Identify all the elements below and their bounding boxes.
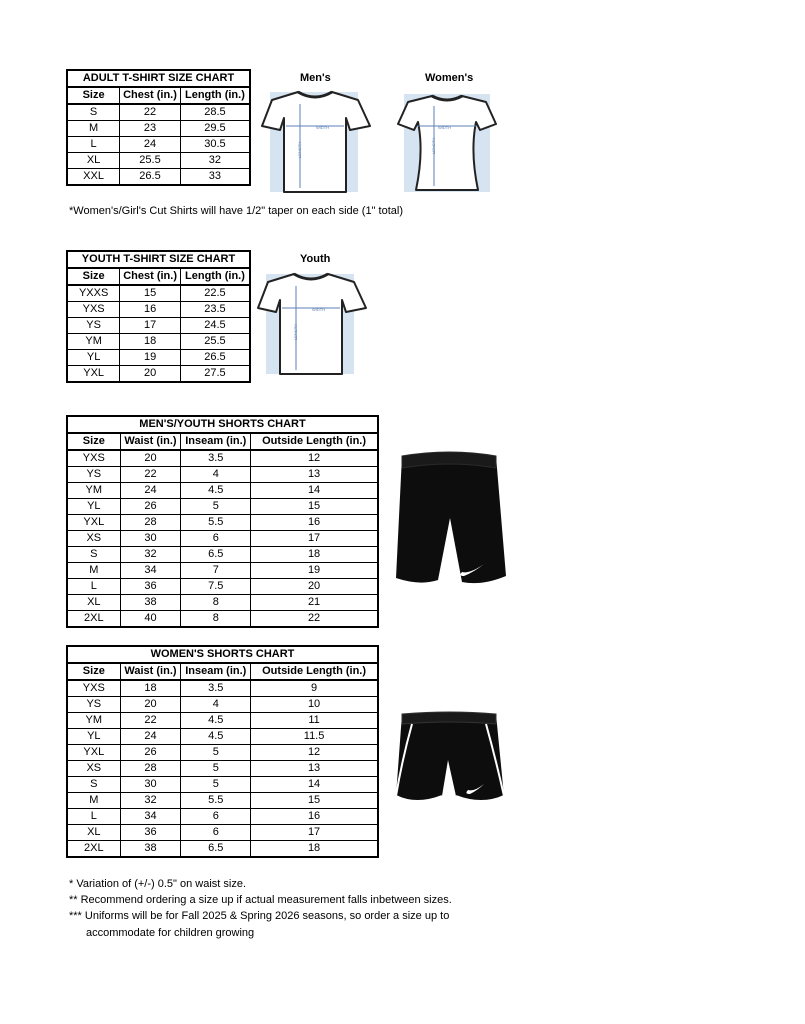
cell-size: YL xyxy=(67,729,120,745)
cell-outside-length: 13 xyxy=(251,761,378,777)
length-label: LENGTH xyxy=(431,137,436,154)
cell-chest: 23 xyxy=(120,121,181,137)
cell-inseam: 6 xyxy=(181,531,251,547)
cell-chest: 19 xyxy=(120,350,181,366)
cell-chest: 26.5 xyxy=(120,169,181,186)
cell-waist: 34 xyxy=(120,563,181,579)
cell-inseam: 5 xyxy=(181,777,251,793)
cell-waist: 26 xyxy=(120,745,181,761)
cell-size: XL xyxy=(67,153,120,169)
table-row xyxy=(67,825,378,841)
cell-outside-length: 10 xyxy=(251,697,378,713)
table-row xyxy=(67,499,378,515)
cell-length: 33 xyxy=(180,169,250,186)
cell-size: YXL xyxy=(67,745,120,761)
womens-tshirt-diagram xyxy=(396,92,498,194)
youth-tshirt-size-table xyxy=(66,250,251,383)
cell-size: S xyxy=(67,104,120,121)
womens-shorts-table-title: WOMEN'S SHORTS CHART xyxy=(67,646,378,663)
adult-tshirt-size-table xyxy=(66,69,251,186)
cell-length: 30.5 xyxy=(180,137,250,153)
cell-length: 29.5 xyxy=(180,121,250,137)
cell-chest: 24 xyxy=(120,137,181,153)
cell-waist: 22 xyxy=(120,713,181,729)
column-header-size: Size xyxy=(67,433,120,450)
column-header-length: Length (in.) xyxy=(180,87,250,104)
cell-inseam: 4 xyxy=(181,697,251,713)
cell-outside-length: 20 xyxy=(251,579,378,595)
column-header-size: Size xyxy=(67,663,120,680)
table-row xyxy=(67,547,378,563)
length-label: LENGTH xyxy=(293,323,298,340)
column-header-length: Length (in.) xyxy=(180,268,250,285)
table-row xyxy=(67,563,378,579)
taper-note: *Women's/Girl's Cut Shirts will have 1/2" taper on each side (1" total) xyxy=(69,205,404,217)
cell-size: XS xyxy=(67,761,120,777)
table-row xyxy=(67,595,378,611)
cell-waist: 20 xyxy=(120,697,181,713)
cell-chest: 20 xyxy=(120,366,181,383)
footnote-waist-variation: * Variation of (+/-) 0.5" on waist size. xyxy=(69,878,247,890)
table-row xyxy=(67,680,378,697)
cell-size: XL xyxy=(67,825,120,841)
column-header-chest: Chest (in.) xyxy=(120,268,181,285)
table-row xyxy=(67,579,378,595)
cell-waist: 34 xyxy=(120,809,181,825)
cell-outside-length: 16 xyxy=(251,515,378,531)
cell-outside-length: 14 xyxy=(251,777,378,793)
cell-outside-length: 18 xyxy=(251,547,378,563)
mens-shorts-table-title: MEN'S/YOUTH SHORTS CHART xyxy=(67,416,378,433)
table-row xyxy=(67,793,378,809)
cell-inseam: 6.5 xyxy=(181,841,251,858)
cell-waist: 30 xyxy=(120,531,181,547)
table-row xyxy=(67,350,250,366)
cell-waist: 30 xyxy=(120,777,181,793)
cell-size: YS xyxy=(67,467,120,483)
cell-chest: 22 xyxy=(120,104,181,121)
table-row xyxy=(67,285,250,302)
cell-chest: 16 xyxy=(120,302,181,318)
cell-size: YS xyxy=(67,697,120,713)
cell-inseam: 5.5 xyxy=(181,793,251,809)
cell-outside-length: 17 xyxy=(251,531,378,547)
cell-length: 24.5 xyxy=(180,318,250,334)
width-label: WIDTH xyxy=(438,125,452,130)
cell-waist: 22 xyxy=(120,467,181,483)
cell-waist: 24 xyxy=(120,729,181,745)
table-row xyxy=(67,841,378,858)
cell-outside-length: 11 xyxy=(251,713,378,729)
cell-size: YXL xyxy=(67,366,120,383)
table-row xyxy=(67,467,378,483)
cell-waist: 26 xyxy=(120,499,181,515)
cell-inseam: 6 xyxy=(181,825,251,841)
cell-inseam: 3.5 xyxy=(181,680,251,697)
cell-size: L xyxy=(67,579,120,595)
table-row xyxy=(67,104,250,121)
table-row xyxy=(67,777,378,793)
footnote-uniform-seasons: *** Uniforms will be for Fall 2025 & Spring 2026 seasons, so order a size up to xyxy=(69,910,450,922)
cell-waist: 38 xyxy=(120,841,181,858)
adult-tshirt-table-title: ADULT T-SHIRT SIZE CHART xyxy=(67,70,250,87)
cell-size: XS xyxy=(67,531,120,547)
table-row xyxy=(67,745,378,761)
cell-inseam: 5 xyxy=(181,761,251,777)
cell-inseam: 6 xyxy=(181,809,251,825)
cell-outside-length: 9 xyxy=(251,680,378,697)
mens-youth-shorts-table xyxy=(66,415,379,628)
cell-size: YXS xyxy=(67,680,120,697)
cell-size: YXXS xyxy=(67,285,120,302)
table-row xyxy=(67,531,378,547)
cell-outside-length: 15 xyxy=(251,793,378,809)
cell-size: XL xyxy=(67,595,120,611)
column-header-waist: Waist (in.) xyxy=(120,433,181,450)
cell-length: 22.5 xyxy=(180,285,250,302)
cell-outside-length: 12 xyxy=(251,450,378,467)
cell-outside-length: 14 xyxy=(251,483,378,499)
column-header-size: Size xyxy=(67,87,120,104)
cell-waist: 28 xyxy=(120,761,181,777)
cell-size: YXL xyxy=(67,515,120,531)
column-header-inseam: Inseam (in.) xyxy=(181,663,251,680)
width-label: WIDTH xyxy=(312,307,326,312)
cell-inseam: 5 xyxy=(181,745,251,761)
cell-outside-length: 22 xyxy=(251,611,378,628)
column-header-outside-length: Outside Length (in.) xyxy=(251,663,378,680)
cell-size: YXS xyxy=(67,450,120,467)
width-label: WIDTH xyxy=(316,125,330,130)
table-row xyxy=(67,611,378,628)
mens-shorts-image xyxy=(392,448,510,590)
cell-size: M xyxy=(67,563,120,579)
cell-waist: 36 xyxy=(120,579,181,595)
cell-chest: 18 xyxy=(120,334,181,350)
cell-length: 32 xyxy=(180,153,250,169)
column-header-waist: Waist (in.) xyxy=(120,663,181,680)
cell-waist: 32 xyxy=(120,547,181,563)
table-row xyxy=(67,809,378,825)
cell-size: YM xyxy=(67,334,120,350)
cell-length: 28.5 xyxy=(180,104,250,121)
table-row xyxy=(67,729,378,745)
column-header-inseam: Inseam (in.) xyxy=(181,433,251,450)
table-row xyxy=(67,121,250,137)
cell-inseam: 6.5 xyxy=(181,547,251,563)
womens-shorts-image xyxy=(392,710,508,810)
cell-length: 25.5 xyxy=(180,334,250,350)
table-row xyxy=(67,761,378,777)
cell-outside-length: 19 xyxy=(251,563,378,579)
cell-outside-length: 11.5 xyxy=(251,729,378,745)
table-row xyxy=(67,318,250,334)
table-row xyxy=(67,169,250,186)
cell-length: 23.5 xyxy=(180,302,250,318)
footnote-uniform-seasons-continued: accommodate for children growing xyxy=(86,927,255,939)
youth-tshirt-table-title: YOUTH T-SHIRT SIZE CHART xyxy=(67,251,250,268)
cell-outside-length: 21 xyxy=(251,595,378,611)
youth-label: Youth xyxy=(300,253,331,265)
cell-outside-length: 15 xyxy=(251,499,378,515)
cell-outside-length: 12 xyxy=(251,745,378,761)
table-row xyxy=(67,334,250,350)
table-row xyxy=(67,515,378,531)
cell-inseam: 5 xyxy=(181,499,251,515)
cell-inseam: 8 xyxy=(181,595,251,611)
cell-waist: 28 xyxy=(120,515,181,531)
table-row xyxy=(67,153,250,169)
cell-chest: 17 xyxy=(120,318,181,334)
cell-size: M xyxy=(67,121,120,137)
cell-inseam: 5.5 xyxy=(181,515,251,531)
womens-label: Women's xyxy=(425,72,474,84)
cell-inseam: 3.5 xyxy=(181,450,251,467)
length-label: LENGTH xyxy=(297,141,302,158)
cell-length: 27.5 xyxy=(180,366,250,383)
cell-length: 26.5 xyxy=(180,350,250,366)
cell-size: M xyxy=(67,793,120,809)
column-header-outside-length: Outside Length (in.) xyxy=(251,433,378,450)
cell-chest: 25.5 xyxy=(120,153,181,169)
footnote-size-up: ** Recommend ordering a size up if actual measurement falls inbetween sizes. xyxy=(69,894,452,906)
cell-size: 2XL xyxy=(67,841,120,858)
cell-size: YM xyxy=(67,483,120,499)
table-row xyxy=(67,137,250,153)
womens-shorts-table xyxy=(66,645,379,858)
table-row xyxy=(67,483,378,499)
cell-inseam: 4 xyxy=(181,467,251,483)
cell-outside-length: 18 xyxy=(251,841,378,858)
youth-tshirt-diagram xyxy=(256,270,368,378)
table-row xyxy=(67,713,378,729)
cell-outside-length: 13 xyxy=(251,467,378,483)
cell-waist: 32 xyxy=(120,793,181,809)
cell-waist: 20 xyxy=(120,450,181,467)
cell-size: S xyxy=(67,777,120,793)
cell-inseam: 7.5 xyxy=(181,579,251,595)
cell-waist: 18 xyxy=(120,680,181,697)
cell-size: S xyxy=(67,547,120,563)
cell-size: YM xyxy=(67,713,120,729)
cell-size: YL xyxy=(67,499,120,515)
column-header-size: Size xyxy=(67,268,120,285)
cell-waist: 24 xyxy=(120,483,181,499)
cell-waist: 40 xyxy=(120,611,181,628)
mens-label: Men's xyxy=(300,72,331,84)
table-row xyxy=(67,366,250,383)
mens-tshirt-diagram xyxy=(260,88,372,196)
cell-size: L xyxy=(67,809,120,825)
cell-inseam: 7 xyxy=(181,563,251,579)
cell-size: YXS xyxy=(67,302,120,318)
cell-inseam: 4.5 xyxy=(181,713,251,729)
cell-inseam: 4.5 xyxy=(181,729,251,745)
cell-chest: 15 xyxy=(120,285,181,302)
cell-inseam: 8 xyxy=(181,611,251,628)
table-row xyxy=(67,450,378,467)
table-row xyxy=(67,697,378,713)
cell-outside-length: 17 xyxy=(251,825,378,841)
cell-size: 2XL xyxy=(67,611,120,628)
cell-inseam: 4.5 xyxy=(181,483,251,499)
column-header-chest: Chest (in.) xyxy=(120,87,181,104)
cell-waist: 36 xyxy=(120,825,181,841)
table-row xyxy=(67,302,250,318)
cell-size: L xyxy=(67,137,120,153)
cell-waist: 38 xyxy=(120,595,181,611)
cell-size: YL xyxy=(67,350,120,366)
cell-size: XXL xyxy=(67,169,120,186)
cell-size: YS xyxy=(67,318,120,334)
cell-outside-length: 16 xyxy=(251,809,378,825)
